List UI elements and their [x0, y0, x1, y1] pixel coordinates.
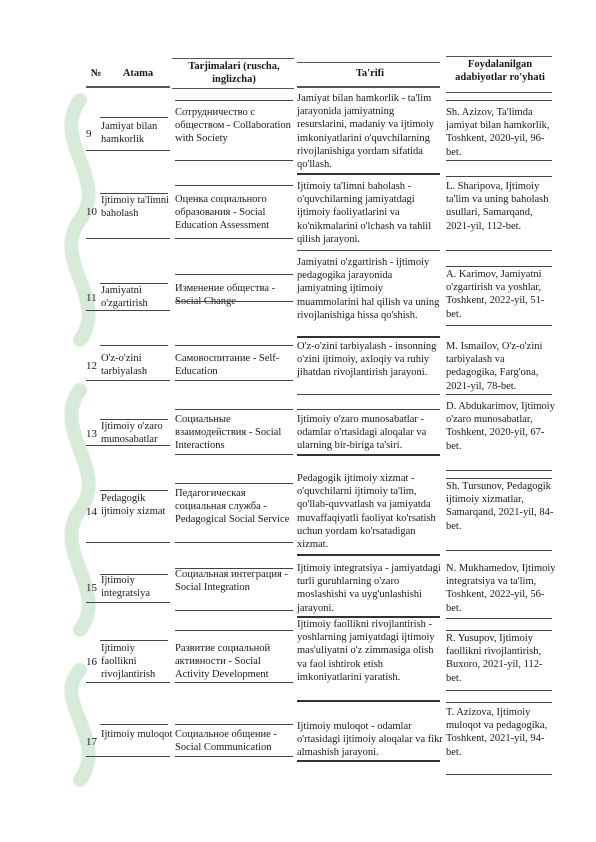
- row-term: O'z-o'zini tarbiyalash: [101, 353, 148, 378]
- row-number: 16: [86, 656, 97, 668]
- row-number: 12: [86, 360, 97, 372]
- row-definition: Ijtimoiy muloqot - odamlar o'rtasidagi ijtimoiy aloqalar va fikr almashish jarayoni.: [297, 721, 443, 759]
- row-definition: Ijtimoiy faollikni rivojlantirish - yoshlarning jamiyatdagi ijtimoiy mas'uliyatni o'z zimmasiga olish va faol ishtirok etish imkoniyatlarini yaratish.: [297, 619, 435, 683]
- row-reference: M. Ismailov, O'z-o'zini tarbiyalash va pedagogika, Farg'ona, 2021-yil, 78-bet.: [446, 341, 543, 392]
- row-reference: Sh. Azizov, Ta'limda jamiyat bilan hamkorlik, Toshkent, 2020-yil, 96-bet.: [446, 107, 550, 158]
- row-term: Pedagogik ijtimoiy xizmat: [101, 493, 166, 518]
- row-translation: Педагогическая социальная служба - Pedagogical Social Service: [175, 488, 290, 526]
- row-definition: Ijtimoiy o'zaro munosabatlar - odamlar o'rtasidagi aloqalar va ularning bir-biriga ta'siri.: [297, 414, 427, 452]
- row-term: Jamiyatni o'zgartirish: [101, 285, 148, 310]
- table-header: [0, 56, 596, 92]
- header-translations: Tarjimalari (ruscha, inglizcha): [188, 61, 280, 85]
- row-reference: T. Azizova, Ijtimoiy muloqot va pedagogika, Toshkent, 2021-yil, 94-bet.: [446, 707, 548, 758]
- header-term: Atama: [122, 68, 154, 79]
- row-reference: A. Karimov, Jamiyatni o'zgartirish va yoshlar, Toshkent, 2022-yil, 51-bet.: [446, 269, 545, 320]
- row-translation: Социальное общение - Social Communication: [175, 729, 277, 754]
- row-translation: Сотрудничество с обществом - Collaboration with Society: [175, 107, 291, 145]
- row-reference: R. Yusupov, Ijtimoiy faollikni rivojlantirish, Buxoro, 2021-yil, 112-bet.: [446, 633, 543, 684]
- row-definition: Jamiyatni o'zgartirish - ijtimoiy pedagogika jarayonida jamiyatning ijtimoiy muammolarini hal qilish va uning rivojlanishiga hissa qo'shish.: [297, 257, 440, 321]
- row-translation: Социальные взаимодействия - Social Interactions: [175, 414, 282, 452]
- row-term: Ijtimoiy integratsiya: [101, 575, 150, 600]
- row-translation: Социальная интеграция - Social Integration: [175, 569, 288, 594]
- row-term: Ijtimoiy faollikni rivojlantirish: [101, 643, 156, 681]
- row-translation: Изменение общества - Social Change: [175, 283, 276, 308]
- row-number: 14: [86, 506, 97, 518]
- row-number: 17: [86, 736, 97, 748]
- row-definition: Ijtimoiy integratsiya - jamiyatdagi turli guruhlarning o'zaro moslashishi va uyg'unlashishi jarayoni.: [297, 563, 441, 614]
- row-term: Ijtimoiy o'zaro munosabatlar: [101, 421, 163, 446]
- row-number: 9: [86, 128, 92, 140]
- row-definition: Jamiyat bilan hamkorlik - ta'lim jarayonida jamiyatning resurslarini, madaniy va ijtimoiy imkoniyatlarini o'quvchilarning rivojlanishiga yordam sifatida qo'llash.: [297, 93, 435, 171]
- row-number: 10: [86, 206, 97, 218]
- row-reference: N. Mukhamedov, Ijtimoiy integratsiya va ta'lim, Toshkent, 2022-yil, 56-bet.: [446, 563, 556, 614]
- row-translation: Самовоспитание - Self-Education: [175, 353, 280, 378]
- row-term: Jamiyat bilan hamkorlik: [101, 121, 158, 146]
- row-number: 11: [86, 292, 97, 304]
- row-number: 13: [86, 428, 97, 440]
- header-references: Foydalanilgan adabiyotlar ro'yhati: [455, 59, 545, 83]
- row-translation: Развитие социальной активности - Social Activity Development: [175, 643, 271, 681]
- row-term: Ijtimoiy muloqot: [101, 729, 173, 740]
- row-definition: Pedagogik ijtimoiy xizmat - o'quvchilarni ijtimoiy ta'lim, qo'llab-quvvatlash va jamiyatda muvaffaqiyatli faoliyat ko'rsatish uchun yordam ko'rsatadigan xizmat.: [297, 473, 436, 551]
- row-definition: O'z-o'zini tarbiyalash - insonning o'zini ijtimoiy, axloqiy va ruhiy jihatdan rivojlantirish jarayoni.: [297, 341, 437, 379]
- row-definition: Ijtimoiy ta'limni baholash - o'quvchilarning jamiyatdagi ijtimoiy faoliyatlarini va ko'nikmalarini o'lchash va tahlil qilish jarayoni.: [297, 181, 432, 245]
- header-num: №: [90, 68, 102, 79]
- row-number: 15: [86, 582, 97, 594]
- row-translation: Оценка социального образования - Social Education Assessment: [175, 194, 270, 232]
- row-reference: L. Sharipova, Ijtimoiy ta'lim va uning baholash usullari, Samarqand, 2021-yil, 112-bet.: [446, 181, 549, 232]
- row-reference: Sh. Tursunov, Pedagogik ijtimoiy xizmatlar, Samarqand, 2021-yil, 84-bet.: [446, 481, 554, 532]
- header-definition: Ta'rifi: [355, 68, 385, 79]
- row-term: Ijtimoiy ta'limni baholash: [101, 195, 170, 220]
- row-reference: D. Abdukarimov, Ijtimoiy o'zaro munosabatlar, Toshkent, 2020-yil, 67-bet.: [446, 401, 555, 452]
